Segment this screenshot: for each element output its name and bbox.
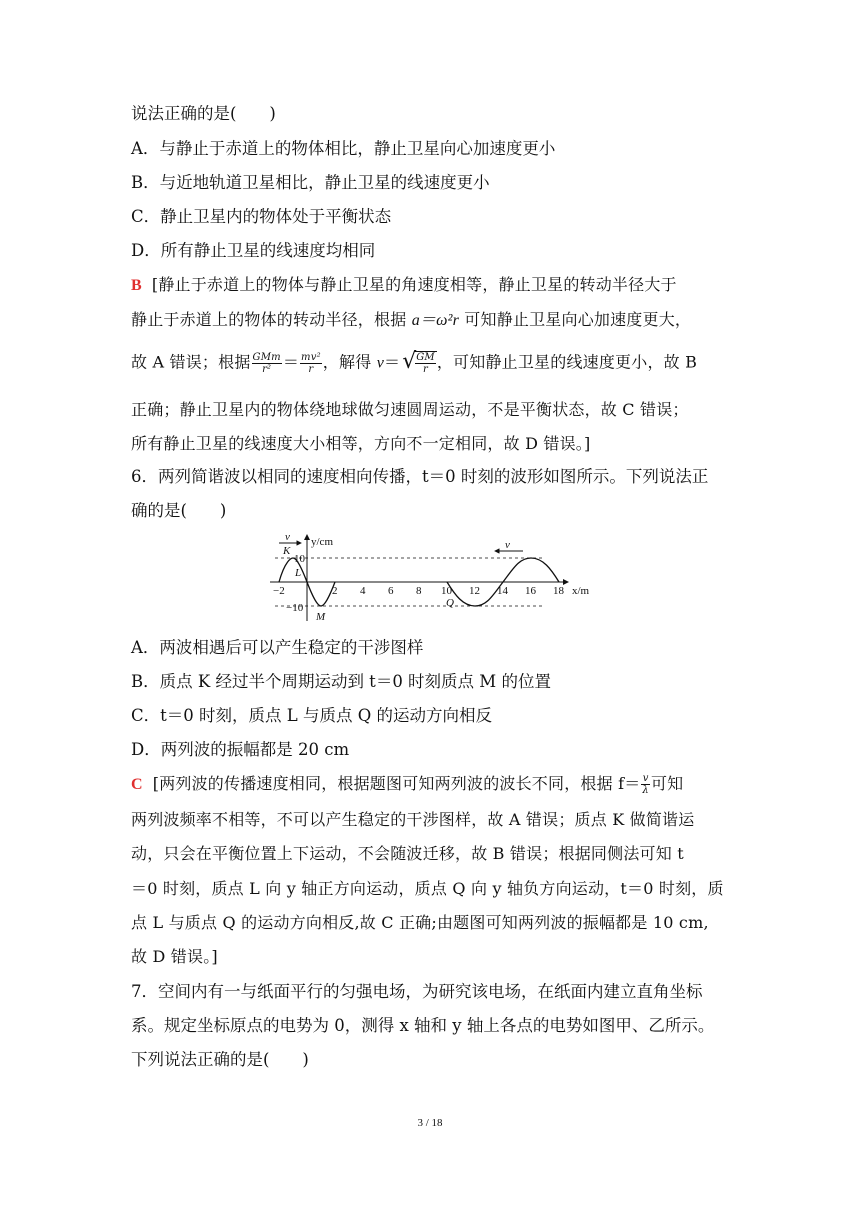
q7-stem-line-3: 下列说法正确的是( ) (131, 1050, 309, 1069)
q6-option-a: A．两波相遇后可以产生稳定的干涉图样 (131, 638, 424, 657)
y-tick-10: 10 (294, 553, 305, 565)
x-tick-labels (273, 585, 565, 597)
formula-fraction: $\frac{\text{mv²}}{r}$ (301, 351, 321, 375)
q5-option-c: C．静止卫星内的物体处于平衡状态 (131, 207, 392, 226)
q6-explanation-line-3: 动，只会在平衡位置上下运动，不会随波迁移，故 B 错误；根据同侧法可知 t (131, 844, 684, 863)
x-tick-label: 16 (525, 585, 536, 597)
formula-fraction: $\frac{\text{GMm}}{\text{r²}}$ (252, 351, 281, 375)
point-l-label: L (295, 567, 302, 579)
point-q-label: Q (446, 597, 454, 609)
x-axis-label: x/m (572, 585, 590, 597)
q6-stem-line-1: 6．两列简谐波以相同的速度相向传播，t＝0 时刻的波形如图所示。下列说法正 (131, 467, 709, 486)
x-tick-label: 14 (497, 585, 508, 597)
q5-answer-badge: B (131, 277, 142, 294)
q5-option-a: A．与静止于赤道上的物体相比，静止卫星向心加速度更小 (131, 139, 556, 158)
q5-stem-tail: 说法正确的是( ) (131, 104, 276, 123)
point-k-label: K (283, 545, 291, 557)
q7-stem-line-2: 系。规定坐标原点的电势为 0，测得 x 轴和 y 轴上各点的电势如图甲、乙所示。 (131, 1016, 715, 1035)
q6-option-c: C．t＝0 时刻，质点 L 与质点 Q 的运动方向相反 (131, 706, 492, 725)
q5-explanation-line-4: 正确；静止卫星内的物体绕地球做匀速圆周运动，不是平衡状态，故 C 错误； (131, 400, 689, 419)
q7-stem-line-1: 7．空间内有一与纸面平行的匀强电场，为研究该电场，在纸面内建立直角坐标 (131, 982, 703, 1001)
x-tick-label: 18 (553, 585, 564, 597)
q6-answer-badge: C (131, 776, 143, 793)
wave-figure (265, 531, 595, 623)
point-m-label: M (316, 611, 326, 623)
page-number: 3 / 18 (417, 1117, 443, 1129)
velocity-label-right: v (505, 539, 510, 551)
x-tick-label: 10 (441, 585, 452, 597)
q5-explanation-line-3: 故 A 错误；根据 $\frac{\text{GMm}}{\text{r²}}$ ＝ $\frac{\text{mv²}}{r}$ ，解得 v＝ √ $\frac{GM}{r}$ ，可知静止卫星的线速度更小，故 B (131, 349, 698, 375)
x-tick-label: 2 (332, 585, 338, 597)
x-tick-label: 4 (360, 585, 366, 597)
x-tick-label: 12 (469, 585, 480, 597)
q6-explanation-line-6: 故 D 错误。] (131, 947, 218, 966)
x-tick-label: 8 (416, 585, 422, 597)
x-tick-label: −2 (273, 585, 285, 597)
y-axis-label: y/cm (311, 536, 333, 548)
q6-option-b: B．质点 K 经过半个周期运动到 t＝0 时刻质点 M 的位置 (131, 672, 551, 691)
q6-explanation-line-4: ＝0 时刻，质点 L 向 y 轴正方向运动，质点 Q 向 y 轴负方向运动，t＝0 时刻，质 (131, 879, 724, 898)
q6-explanation-line-5: 点 L 与质点 Q 的运动方向相反,故 C 正确;由题图可知两列波的振幅都是 10 cm, (131, 913, 709, 932)
velocity-label-left: v (285, 531, 290, 543)
square-root: √ $\frac{GM}{r}$ (402, 349, 435, 375)
q5-explanation-line-5: 所有静止卫星的线速度大小相等，方向不一定相同，故 D 错误。] (131, 434, 591, 453)
q6-explanation-line-2: 两列波频率不相等，不可以产生稳定的干涉图样，故 A 错误；质点 K 做简谐运 (131, 810, 695, 829)
q5-explanation-line-2: 静止于赤道上的物体的转动半径，根据 a＝ω²r 可知静止卫星向心加速度更大， (131, 310, 692, 329)
y-tick-neg10: −10 (286, 602, 304, 614)
q6-explanation-line-1: C [两列波的传播速度相同，根据题图可知两列波的波长不同，根据 f＝ $\frac{v}{\lambda}$ 可知 (131, 773, 684, 796)
q5-explanation-line-1: B [静止于赤道上的物体与静止卫星的角速度相等，静止卫星的转动半径大于 (131, 275, 677, 294)
q5-option-d: D．所有静止卫星的线速度均相同 (131, 241, 376, 260)
q6-option-d: D．两列波的振幅都是 20 cm (131, 740, 350, 759)
q5-option-b: B．与近地轨道卫星相比，静止卫星的线速度更小 (131, 173, 490, 192)
q6-stem-line-2: 确的是( ) (131, 501, 227, 520)
x-tick-label: 6 (388, 585, 394, 597)
